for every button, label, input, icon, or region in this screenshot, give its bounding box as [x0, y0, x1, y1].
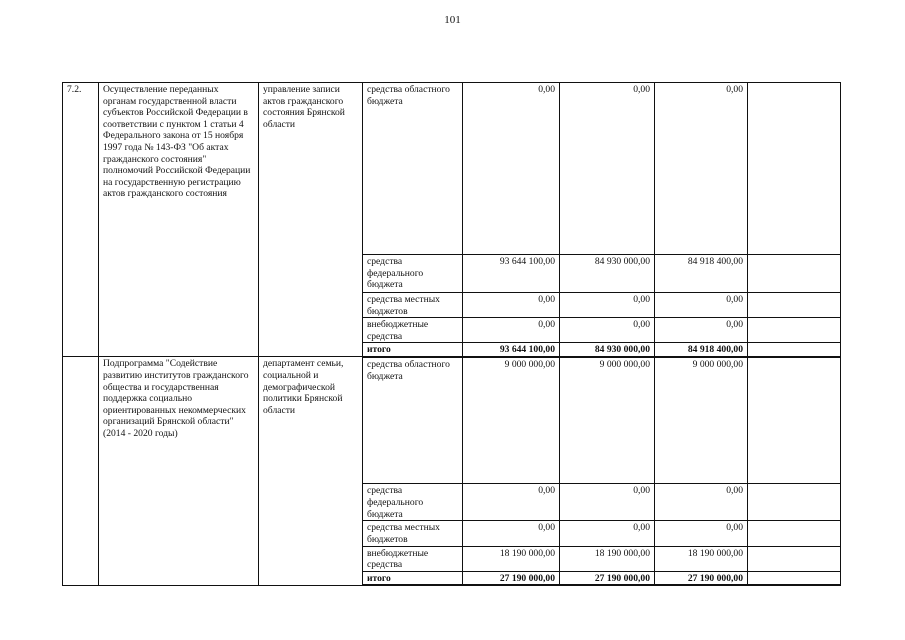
amount-cell: 9 000 000,00 [560, 357, 655, 484]
amount-cell: 0,00 [560, 318, 655, 343]
amount-cell: 93 644 100,00 [463, 255, 560, 293]
total-amount: 93 644 100,00 [463, 343, 560, 357]
total-amount: 27 190 000,00 [463, 571, 560, 585]
empty-cell [748, 484, 841, 521]
table-row [63, 357, 841, 484]
amount-cell: 0,00 [655, 318, 748, 343]
funding-source: средства областного бюджета [363, 83, 463, 255]
funding-source: средства местных бюджетов [363, 521, 463, 546]
empty-cell [748, 293, 841, 318]
section-index: 7.2. [63, 83, 99, 357]
amount-cell: 0,00 [655, 484, 748, 521]
section-executor: управление записи актов гражданского состояния Брянской области [259, 83, 363, 357]
total-label: итого [363, 343, 463, 357]
total-amount: 27 190 000,00 [560, 571, 655, 585]
empty-cell [748, 83, 841, 255]
empty-cell [748, 546, 841, 571]
amount-cell: 18 190 000,00 [463, 546, 560, 571]
empty-cell [748, 571, 841, 585]
funding-source: внебюджетные средства [363, 546, 463, 571]
funding-source: средства федерального бюджета [363, 255, 463, 293]
amount-cell: 9 000 000,00 [655, 357, 748, 484]
table-row [63, 83, 841, 255]
amount-cell: 0,00 [655, 521, 748, 546]
funding-source: средства федерального бюджета [363, 484, 463, 521]
funding-source: внебюджетные средства [363, 318, 463, 343]
empty-cell [748, 357, 841, 484]
funding-source: средства областного бюджета [363, 357, 463, 484]
section-index [63, 357, 99, 585]
amount-cell: 0,00 [463, 318, 560, 343]
empty-cell [748, 318, 841, 343]
section-description: Подпрограмма "Содействие развитию институтов гражданского общества и государственная поддержка социально ориентированных некоммерческих организаций Брянской области" (2014 - 2020 годы) [99, 357, 259, 585]
amount-cell: 0,00 [463, 293, 560, 318]
section-executor: департамент семьи, социальной и демографической политики Брянской области [259, 357, 363, 585]
amount-cell: 0,00 [560, 521, 655, 546]
funding-source: средства местных бюджетов [363, 293, 463, 318]
amount-cell: 84 918 400,00 [655, 255, 748, 293]
total-amount: 84 930 000,00 [560, 343, 655, 357]
amount-cell: 0,00 [655, 83, 748, 255]
amount-cell: 0,00 [463, 521, 560, 546]
total-label: итого [363, 571, 463, 585]
amount-cell: 9 000 000,00 [463, 357, 560, 484]
amount-cell: 0,00 [655, 293, 748, 318]
page-number: 101 [444, 14, 461, 26]
total-amount: 27 190 000,00 [655, 571, 748, 585]
amount-cell: 18 190 000,00 [560, 546, 655, 571]
total-amount: 84 918 400,00 [655, 343, 748, 357]
amount-cell: 0,00 [463, 484, 560, 521]
budget-table [62, 82, 841, 586]
amount-cell: 0,00 [463, 83, 560, 255]
amount-cell: 18 190 000,00 [655, 546, 748, 571]
empty-cell [748, 521, 841, 546]
empty-cell [748, 255, 841, 293]
amount-cell: 0,00 [560, 83, 655, 255]
amount-cell: 84 930 000,00 [560, 255, 655, 293]
section-description: Осуществление переданных органам государственной власти субъектов Российской Федерации в соответствии с пунктом 1 статьи 4 Федерального закона от 15 ноября 1997 года № 143-ФЗ "Об актах гражданского состояния" полномочий Российской Федерации на государственную регистрацию актов гражданского состояния [99, 83, 259, 357]
amount-cell: 0,00 [560, 484, 655, 521]
empty-cell [748, 343, 841, 357]
amount-cell: 0,00 [560, 293, 655, 318]
